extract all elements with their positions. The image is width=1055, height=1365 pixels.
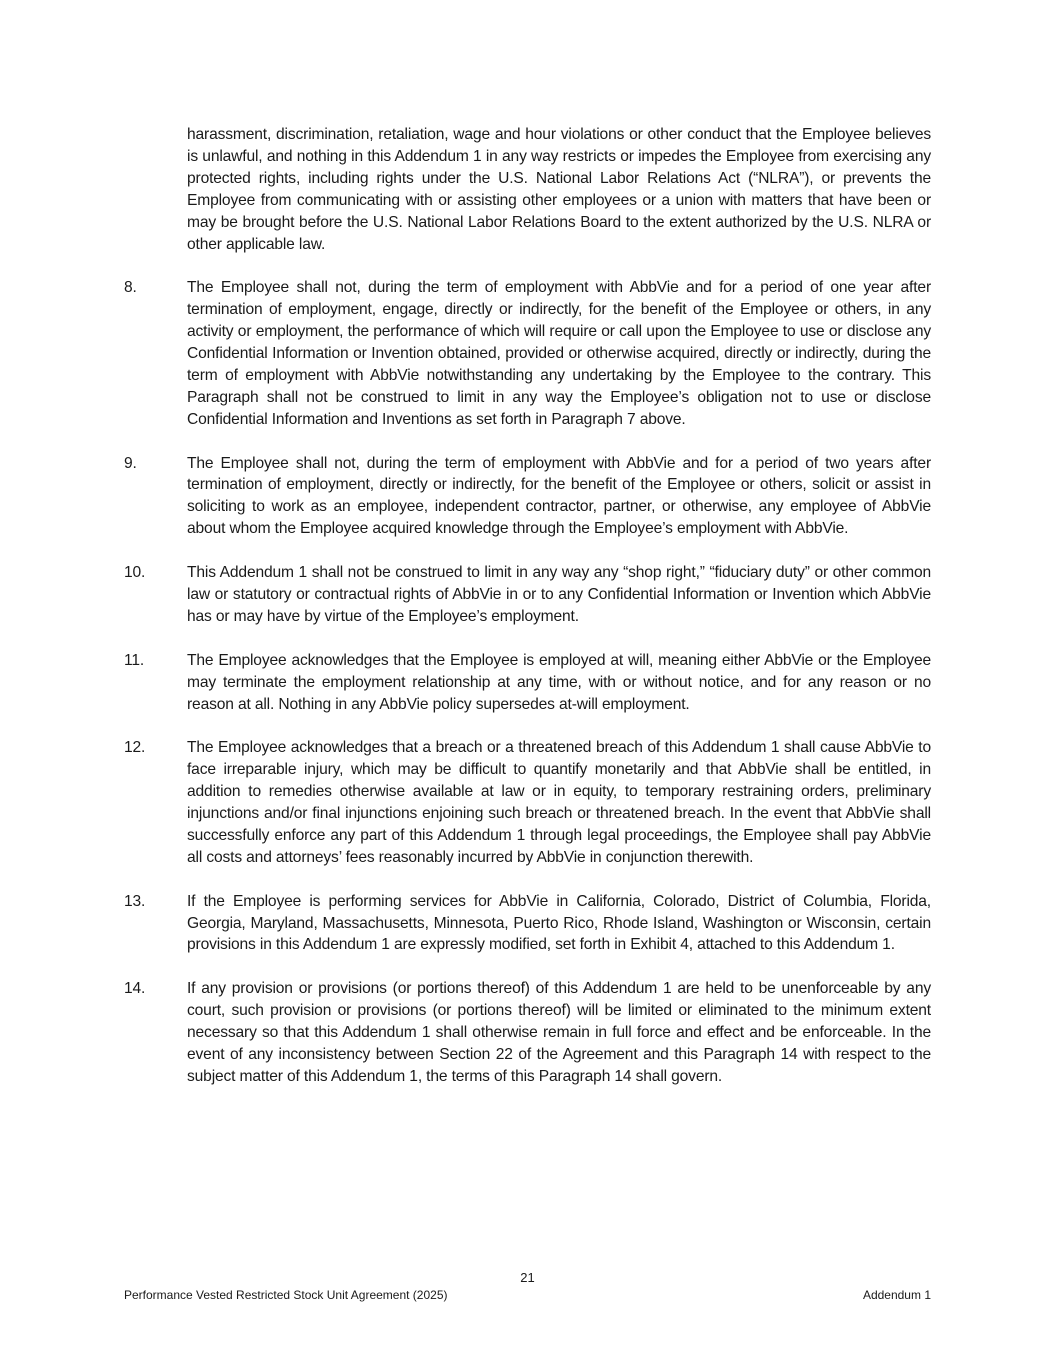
paragraph-number: 10.: [124, 564, 146, 582]
paragraph-12: [124, 737, 931, 868]
paragraph-number: 14.: [124, 980, 146, 998]
paragraph-13: [124, 891, 931, 957]
page-number: 21: [520, 1270, 535, 1285]
paragraph-number: 8.: [124, 279, 137, 297]
paragraph-number: 11.: [124, 651, 145, 669]
paragraph-text: If any provision or provisions (or portions thereof) of this Addendum 1 are held to be unenforceable by any court, such provision or provisions (or portions thereof) will be limited or eliminated to the minimum extent necessary so that this Addendum 1 shall otherwise remain in full force and effect and be enforceable. In the event of any inconsistency between Section 22 of the Agreement and this Paragraph 14 with respect to the subject matter of this Addendum 1, the terms of this Paragraph 14 shall govern.: [187, 980, 931, 1085]
footer-document-title: Performance Vested Restricted Stock Unit Agreement (2025): [124, 1288, 448, 1302]
paragraph-text: harassment, discrimination, retaliation, wage and hour violations or other conduct that the Employee believes is unlawful, and nothing in this Addendum 1 in any way restricts or impedes the Employee from exercising any protected rights, including rights under the U.S. National Labor Relations Act (“NLRA”), or prevents the Employee from communicating with or assisting other employees or a union with matters that have been or may be brought before the U.S. National Labor Relations Board to the extent authorized by the U.S. NLRA or other applicable law.: [187, 126, 931, 253]
paragraph-number: 12.: [124, 739, 146, 757]
document-body: [124, 124, 931, 1110]
paragraph-10: [124, 562, 931, 628]
paragraph-text: The Employee shall not, during the term of employment with AbbVie and for a period of two years after termination of employment, directly or indirectly, for the benefit of the Employee or others, solicit or assist in soliciting to work as an employee, independent contractor, partner, or otherwise, any employee of AbbVie about whom the Employee acquired knowledge through the Employee’s employment with AbbVie.: [187, 454, 931, 538]
paragraph-11: [124, 650, 931, 716]
paragraph-9: [124, 453, 931, 541]
paragraph-number: 13.: [124, 892, 146, 910]
paragraph-continued: [124, 124, 931, 255]
paragraph-8: [124, 277, 931, 430]
paragraph-14: [124, 978, 931, 1088]
paragraph-text: The Employee acknowledges that the Employee is employed at will, meaning either AbbVie or the Employee may terminate the employment relationship at any time, with or without notice, and for any reason or no reason at all. Nothing in any AbbVie policy supersedes at-will employment.: [187, 651, 931, 713]
paragraph-text: If the Employee is performing services for AbbVie in California, Colorado, District of Columbia, Florida, Georgia, Maryland, Massachusetts, Minnesota, Puerto Rico, Rhode Island, Washington or Wisconsin, certain provisions in this Addendum 1 are expressly modified, set forth in Exhibit 4, attached to this Addendum 1.: [187, 892, 931, 954]
paragraph-text: This Addendum 1 shall not be construed to limit in any way any “shop right,” “fiduciary duty” or other common law or statutory or contractual rights of AbbVie in or to any Confidential Information or Invention which AbbVie has or may have by virtue of the Employee’s employment.: [187, 564, 931, 625]
paragraph-text: The Employee shall not, during the term of employment with AbbVie and for a period of one year after termination of employment, engage, directly or indirectly, for the benefit of the Employee or others, in any activity or employment, the performance of which will require or call upon the Employee to use or disclose any Confidential Information or Invention obtained, provided or otherwise acquired, directly or indirectly, during the term of employment with AbbVie notwithstanding any undertaking by the Employee to the contrary. This Paragraph shall not be construed to limit in any way the Employee’s obligation not to use or disclose Confidential Information and Inventions as set forth in Paragraph 7 above.: [187, 279, 931, 428]
paragraph-text: The Employee acknowledges that a breach or a threatened breach of this Addendum 1 shall cause AbbVie to face irreparable injury, which may be difficult to quantify monetarily and that AbbVie shall be entitled, in addition to remedies otherwise available at law or in equity, to temporary restraining orders, preliminary injunctions and/or final injunctions enjoining such breach or threatened breach. In the event that AbbVie shall successfully enforce any part of this Addendum 1 through legal proceedings, the Employee shall pay AbbVie all costs and attorneys’ fees reasonably incurred by AbbVie in conjunction therewith.: [187, 739, 931, 866]
footer-section-label: Addendum 1: [862, 1288, 931, 1302]
paragraph-number: 9.: [124, 454, 137, 472]
